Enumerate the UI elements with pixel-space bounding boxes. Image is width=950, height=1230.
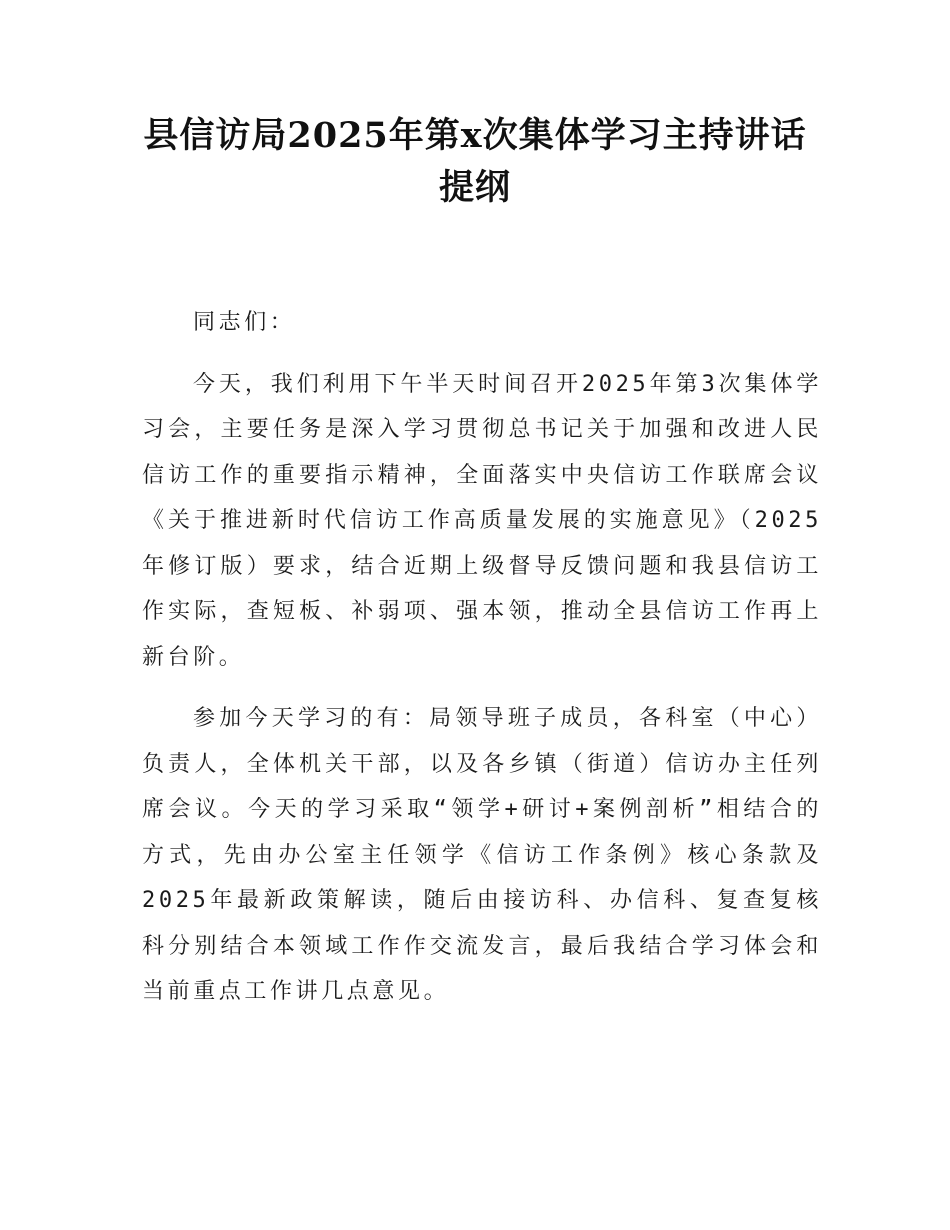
attendees-format-paragraph: 参加今天学习的有：局领导班子成员，各科室（中心）负责人，全体机关干部，以及各乡镇（街道）信访办主任列席会议。今天的学习采取“领学+研讨+案例剖析”相结合的方式，先由办公室主任领学《信访工作条例》核心条款及2025年最新政策解读，随后由接访科、办信科、复查复核科分别结合本领域工作作交流发言，最后我结合学习体会和当前重点工作讲几点意见。: [142, 706, 822, 1004]
document-title: 县信访局2025年第x次集体学习主持讲话提纲: [143, 115, 807, 208]
meeting-purpose-paragraph: 今天，我们利用下午半天时间召开2025年第3次集体学习会，主要任务是深入学习贯彻总书记关于加强和改进人民信访工作的重要指示精神，全面落实中央信访工作联席会议《关于推进新时代信访工作高质量发展的实施意见》（2025年修订版）要求，结合近期上级督导反馈问题和我县信访工作实际，查短板、补弱项、强本领，推动全县信访工作再上新台阶。: [142, 371, 822, 670]
document-body: [142, 300, 822, 1031]
salutation-paragraph: 同志们：: [193, 310, 296, 335]
